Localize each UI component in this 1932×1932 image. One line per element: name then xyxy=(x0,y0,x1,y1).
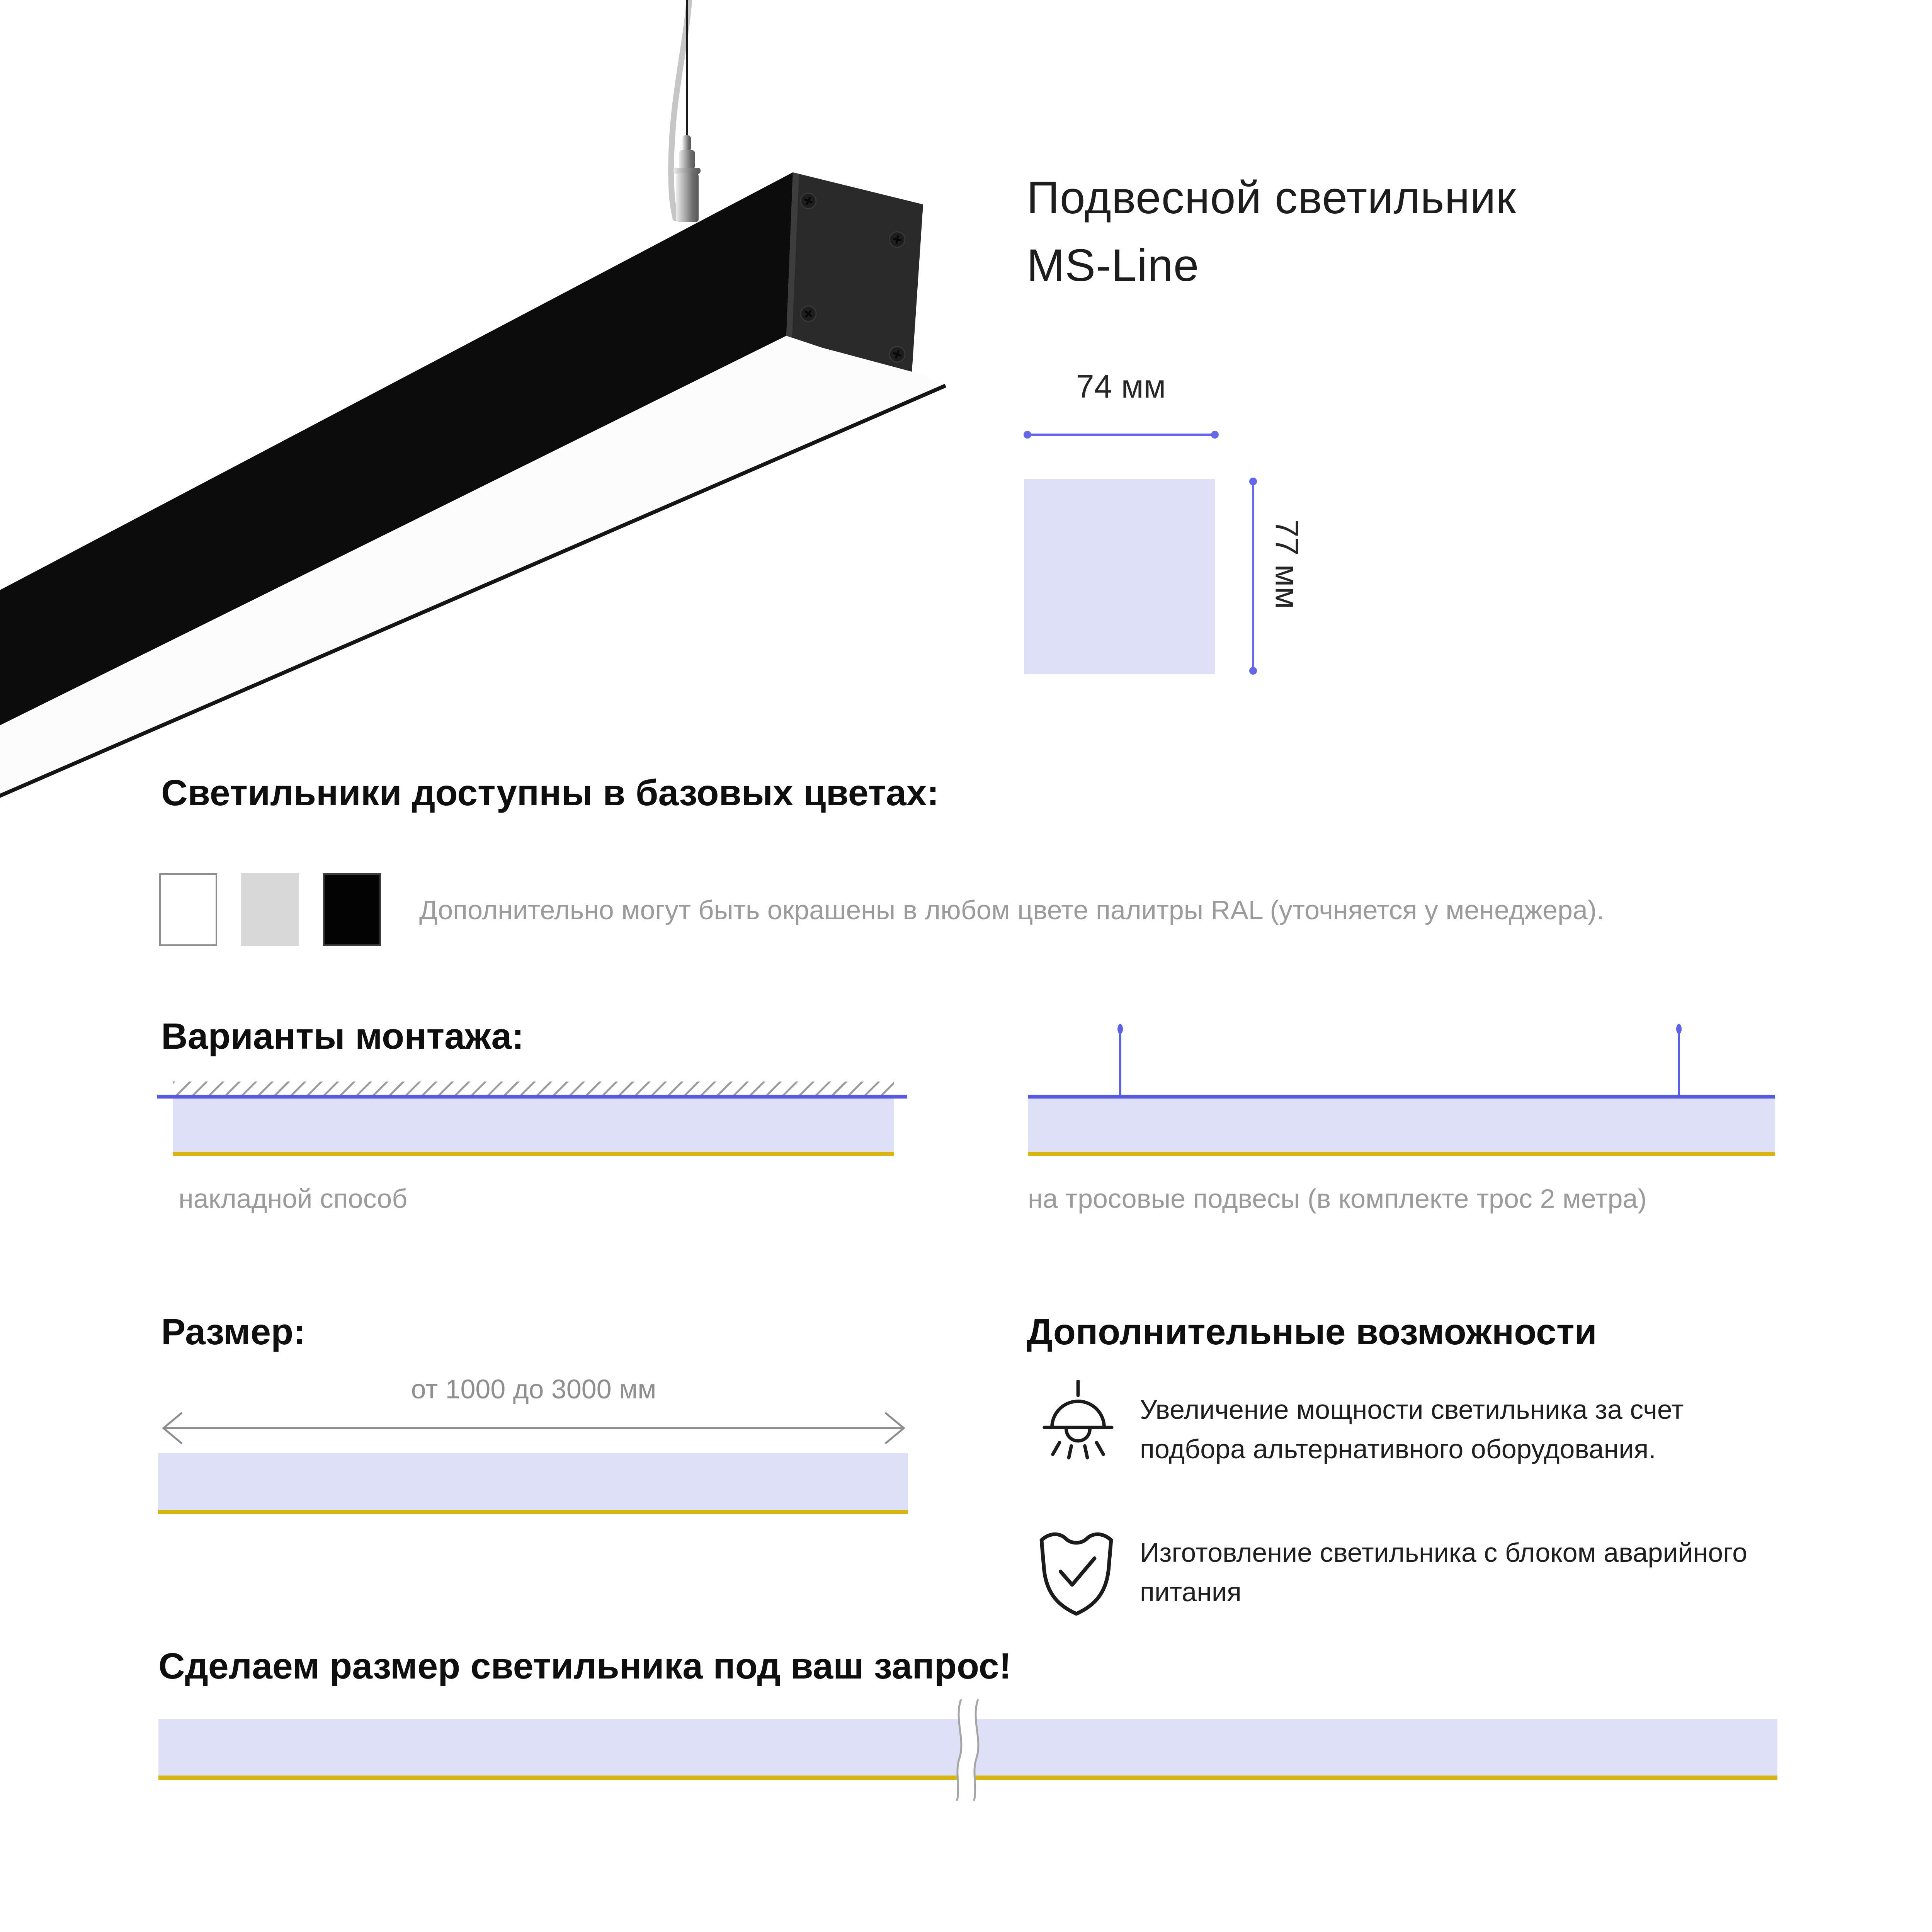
cable-gripper xyxy=(673,135,701,222)
dimension-height-label: 77 мм xyxy=(1269,519,1305,609)
mounting-option-label: на тросовые подвесы (в комплекте трос 2 метра) xyxy=(1028,1184,1647,1214)
features-section-heading: Дополнительные возможности xyxy=(1027,1311,1597,1352)
mounting-section-heading: Варианты монтажа: xyxy=(161,1016,524,1057)
colors-note: Дополнительно могут быть окрашены в любом цвете палитры RAL (уточняется у менеджера). xyxy=(419,895,1604,925)
bar-break-mark xyxy=(944,1699,994,1801)
ceiling-hatch xyxy=(173,1082,894,1095)
custom-size-heading: Сделаем размер светильника под ваш запрос! xyxy=(158,1646,1012,1687)
luminaire-light-strip xyxy=(1028,1152,1775,1156)
luminaire-top-line xyxy=(1028,1095,1775,1099)
product-photo-pendant-light xyxy=(0,0,947,811)
suspension-cable xyxy=(1678,1031,1680,1095)
color-swatch-black xyxy=(323,873,381,946)
product-title xyxy=(1027,164,1516,299)
dimension-height-line xyxy=(1252,480,1254,672)
pendant-lamp-icon xyxy=(1032,1380,1124,1464)
color-swatch-gray xyxy=(241,873,299,946)
colors-section-heading: Светильники доступны в базовых цветах: xyxy=(161,772,939,813)
luminaire-light-strip xyxy=(158,1510,908,1514)
mounting-option-label: накладной способ xyxy=(179,1184,408,1214)
color-swatch-white xyxy=(159,873,217,946)
luminaire-bar xyxy=(1028,1099,1775,1152)
ceiling-line xyxy=(157,1095,907,1099)
suspension-cable xyxy=(1119,1031,1121,1095)
shield-check-icon xyxy=(1035,1524,1118,1617)
dimension-dot xyxy=(1249,667,1257,675)
feature-text: Изготовление светильника с блоком аварийного питания xyxy=(1140,1537,1748,1607)
feature-text: Увеличение мощности светильника за счет подбора альтернативного оборудования. xyxy=(1140,1395,1684,1464)
dimension-dot xyxy=(1249,478,1257,485)
profile-cross-section xyxy=(1024,479,1215,674)
size-range-label: от 1000 до 3000 мм xyxy=(411,1374,656,1404)
size-range-arrow xyxy=(157,1410,910,1447)
size-section-heading: Размер: xyxy=(161,1311,306,1352)
luminaire-bar xyxy=(158,1453,908,1510)
dimension-dot xyxy=(1211,431,1219,439)
product-title-line1: Подвесной светильник xyxy=(1027,172,1517,223)
dimension-width-label: 74 мм xyxy=(1076,368,1166,405)
dimension-dot xyxy=(1024,431,1031,439)
product-title-line2: MS-Line xyxy=(1027,240,1199,291)
luminaire-light-strip xyxy=(173,1152,894,1156)
dimension-width-line xyxy=(1027,434,1215,436)
luminaire-bar xyxy=(173,1099,894,1152)
